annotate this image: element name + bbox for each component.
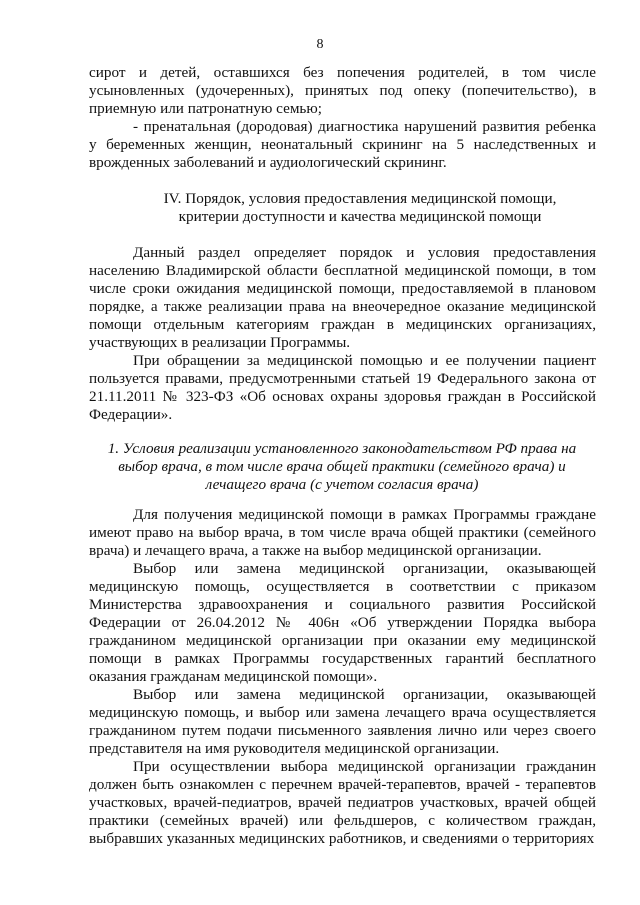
page-number: 8 bbox=[316, 37, 324, 52]
section-paragraph-1: Данный раздел определяет порядок и условия предоставления населению Владимирской области бесплатной медицинской помощи, в том числе сроки ожидания медицинской помощи, предоставляемой в плановом порядке, а также реализации права на внеочередное оказание медицинской помощи отдельным категориям граждан в медицинских организациях, участвующих в реализации Программы. bbox=[89, 244, 596, 351]
subsection-heading: 1. Условия реализации установленного законодательством РФ права на выбор врача, в том числе врача общей практики (семейного врача) и лечащего врача (с учетом согласия врача) bbox=[107, 440, 577, 493]
subsection-paragraph-4: При осуществлении выбора медицинской организации гражданин должен быть ознакомлен с перечнем врачей-терапевтов, врачей - терапевтов участковых, врачей-педиатров, врачей педиатров участковых, врачей общей практики (семейных врачей) или фельдшеров, с количеством граждан, выбравших указанных медицинских работников, и сведениями о территориях bbox=[89, 758, 596, 847]
intro-bullet: - пренатальная (дородовая) диагностика нарушений развития ребенка у беременных женщин, неонатальный скрининг на 5 наследственных и врожденных заболеваний и аудиологический скрининг. bbox=[89, 118, 596, 171]
section-heading: IV. Порядок, условия предоставления медицинской помощи, критерии доступности и качества медицинской помощи bbox=[163, 190, 557, 225]
subsection-paragraph-3: Выбор или замена медицинской организации, оказывающей медицинскую помощь, и выбор или замена лечащего врача осуществляется гражданином путем подачи письменного заявления лично или через своего представителя на имя руководителя медицинской организации. bbox=[89, 686, 596, 757]
subsection-paragraph-1: Для получения медицинской помощи в рамках Программы граждане имеют право на выбор врача, в том числе врача общей практики (семейного врача) и лечащего врача, а также на выбор медицинской организации. bbox=[89, 506, 596, 559]
intro-paragraph: сирот и детей, оставшихся без попечения родителей, в том числе усыновленных (удочеренных), принятых под опеку (попечительство), в приемную или патронатную семью; bbox=[89, 64, 596, 117]
subsection-paragraph-2: Выбор или замена медицинской организации, оказывающей медицинскую помощь, осуществляется в соответствии с приказом Министерства здравоохранения и социального развития Российской Федерации от 26.04.2012 № 406н «Об утверждении Порядка выбора гражданином медицинской организации при оказании ему медицинской помощи в рамках Программы государственных гарантий бесплатного оказания гражданам медицинской помощи». bbox=[89, 560, 596, 685]
section-paragraph-2: При обращении за медицинской помощью и ее получении пациент пользуется правами, предусмотренными статьей 19 Федерального закона от 21.11.2011 № 323-ФЗ «Об основах охраны здоровья граждан в Российской Федерации». bbox=[89, 352, 596, 423]
